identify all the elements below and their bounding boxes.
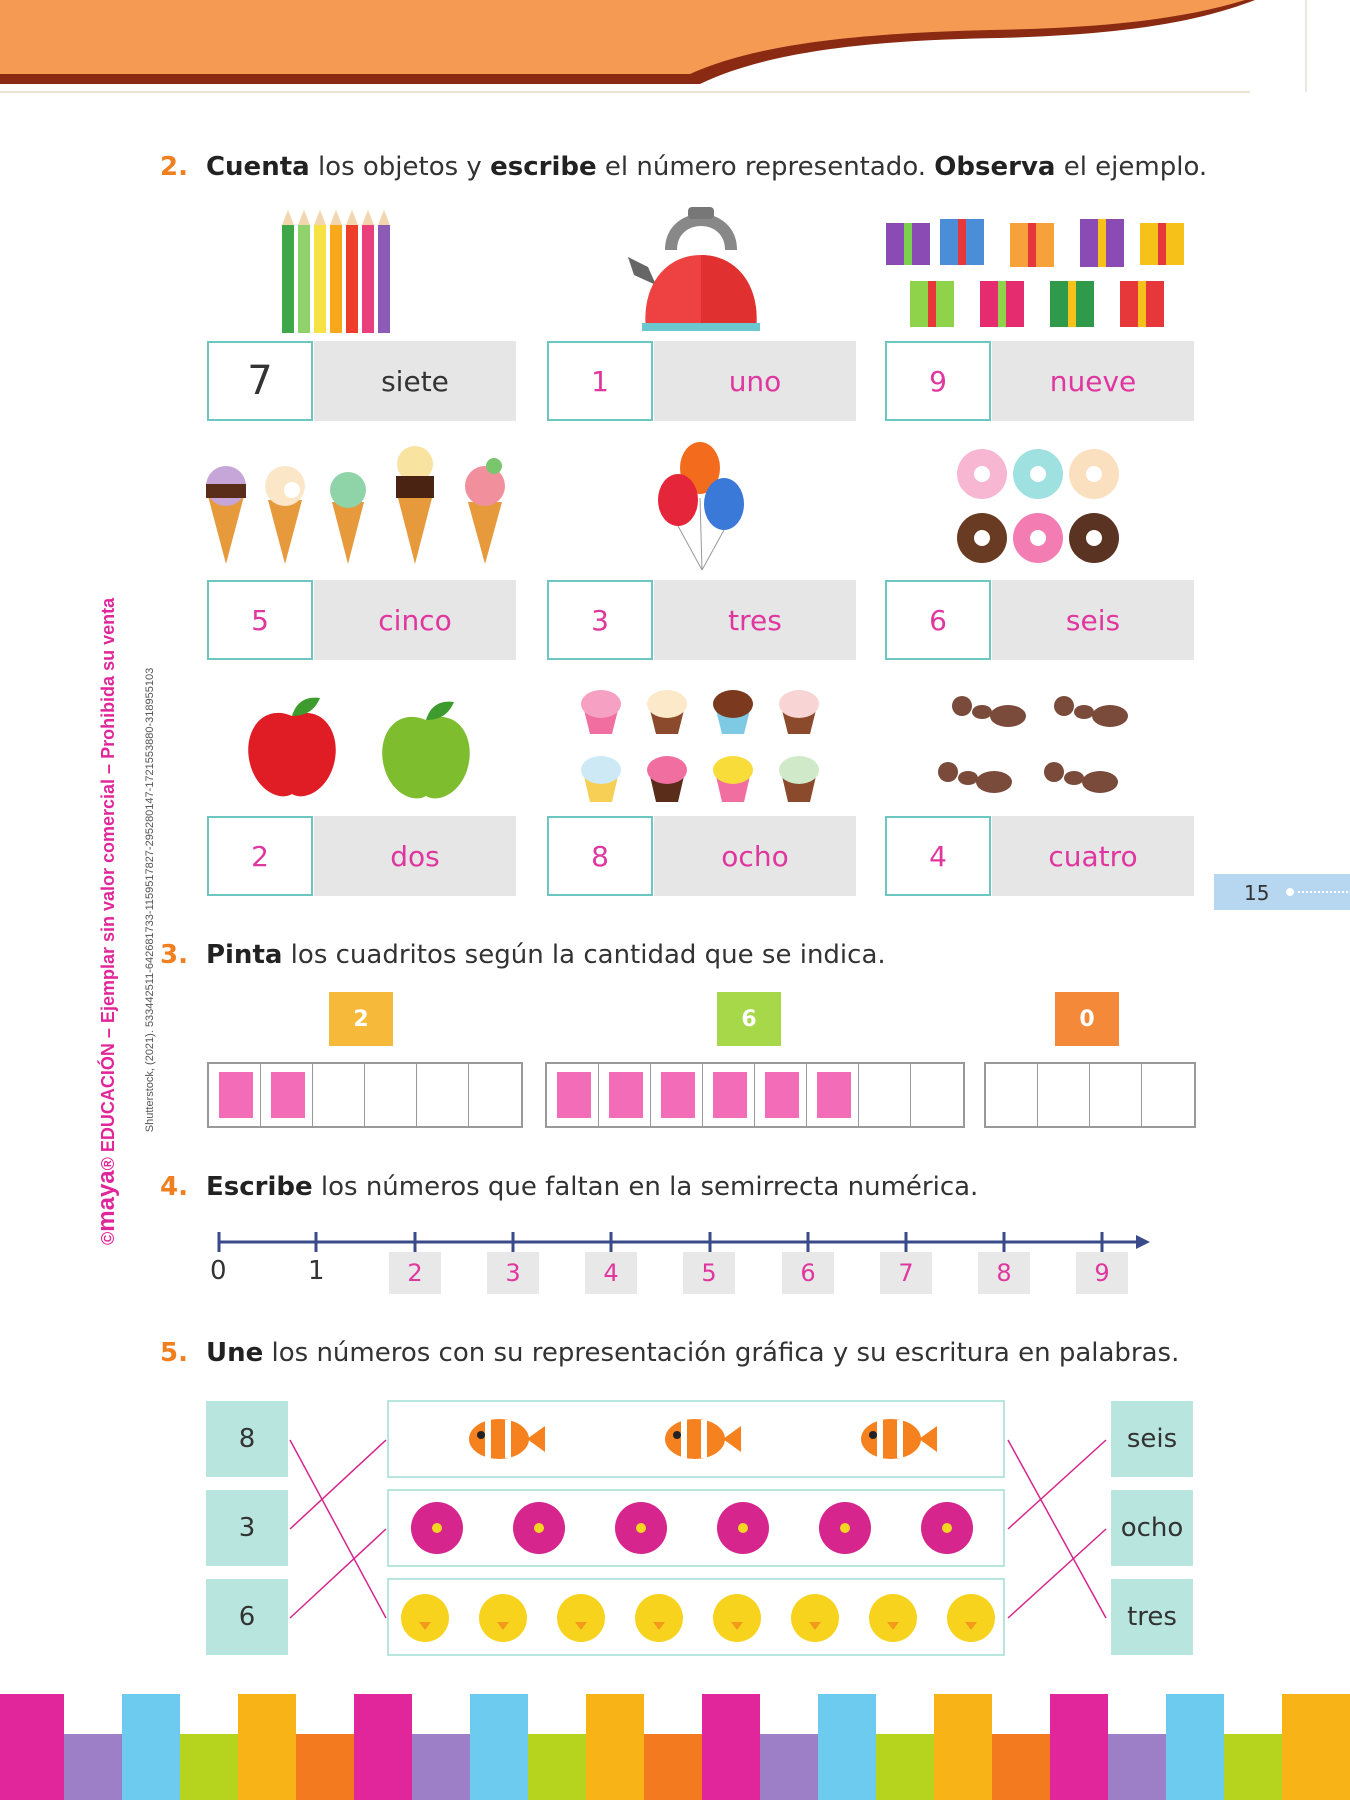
balloons-image xyxy=(652,440,752,572)
number-line-answer[interactable]: 6 xyxy=(782,1252,834,1294)
match-picture-clownfish[interactable] xyxy=(387,1400,1005,1478)
answer-word-box[interactable]: ocho xyxy=(654,816,856,896)
svg-text:Shutterstock, (2021). 53344251: Shutterstock, (2021). 533442511-642681733-1159517827-295280147-1721553880-318955103 xyxy=(144,667,156,1133)
paint-cells-group xyxy=(207,1062,523,1128)
kettle-image xyxy=(626,205,776,333)
exercise-3-title: 3. Pinta los cuadritos según la cantidad que se indica. xyxy=(160,940,886,970)
ants-image xyxy=(930,676,1150,808)
number-line-answer[interactable]: 9 xyxy=(1076,1252,1128,1294)
number-line-answer[interactable]: 5 xyxy=(683,1252,735,1294)
clownfish-icons xyxy=(389,1402,1003,1476)
match-picture-chicks[interactable] xyxy=(387,1578,1005,1656)
page-dots-line xyxy=(1298,891,1348,893)
exercise-5-title: 5. Une los números con su representación gráfica y su escritura en palabras. xyxy=(160,1338,1180,1368)
answer-word-box[interactable]: tres xyxy=(654,580,856,660)
number-line-answer[interactable]: 3 xyxy=(487,1252,539,1294)
header-wave xyxy=(0,0,1350,100)
gift-boxes-image xyxy=(884,205,1194,333)
page-number: 15 xyxy=(1244,881,1270,905)
paint-cell[interactable] xyxy=(469,1064,521,1126)
donuts-image xyxy=(952,448,1124,566)
match-lines-right xyxy=(1006,1400,1108,1656)
answer-number-box[interactable]: 2 xyxy=(207,816,313,896)
paint-cell[interactable] xyxy=(1142,1064,1194,1126)
paint-cell[interactable] xyxy=(651,1064,703,1126)
apples-image xyxy=(244,694,474,804)
image-credit xyxy=(2,555,156,1275)
answer-word-box[interactable]: siete xyxy=(314,341,516,421)
match-lines-left xyxy=(288,1400,388,1656)
paint-cell[interactable] xyxy=(209,1064,261,1126)
flower-icons xyxy=(389,1491,1003,1565)
answer-number-box[interactable]: 3 xyxy=(547,580,653,660)
ice-cream-cones-image xyxy=(204,446,516,566)
paint-cell[interactable] xyxy=(755,1064,807,1126)
answer-number-box[interactable]: 9 xyxy=(885,341,991,421)
paint-cells-group xyxy=(984,1062,1196,1128)
match-number[interactable]: 3 xyxy=(206,1490,288,1566)
paint-cell[interactable] xyxy=(703,1064,755,1126)
paint-cells-group xyxy=(545,1062,965,1128)
footer-stripes xyxy=(0,1690,1350,1800)
paint-cell[interactable] xyxy=(1090,1064,1142,1126)
number-line-answer[interactable]: 2 xyxy=(389,1252,441,1294)
answer-word-box[interactable]: cinco xyxy=(314,580,516,660)
answer-number-box[interactable]: 4 xyxy=(885,816,991,896)
answer-number-box[interactable]: 7 xyxy=(207,341,313,421)
page-dot xyxy=(1286,888,1294,896)
paint-cell[interactable] xyxy=(417,1064,469,1126)
number-line-label: 0 xyxy=(210,1256,227,1286)
colored-pencils-image xyxy=(274,205,414,333)
number-line-answer[interactable]: 8 xyxy=(978,1252,1030,1294)
paint-cell[interactable] xyxy=(911,1064,963,1126)
paint-cell[interactable] xyxy=(1038,1064,1090,1126)
paint-cell[interactable] xyxy=(313,1064,365,1126)
number-line-label: 1 xyxy=(308,1256,325,1286)
match-word[interactable]: seis xyxy=(1111,1401,1193,1477)
quantity-badge: 2 xyxy=(329,992,393,1046)
paint-cell[interactable] xyxy=(859,1064,911,1126)
match-number[interactable]: 8 xyxy=(206,1401,288,1477)
answer-word-box[interactable]: seis xyxy=(992,580,1194,660)
answer-word-box[interactable]: dos xyxy=(314,816,516,896)
number-line-answer[interactable]: 4 xyxy=(585,1252,637,1294)
answer-word-box[interactable]: cuatro xyxy=(992,816,1194,896)
answer-number-box[interactable]: 5 xyxy=(207,580,313,660)
answer-word-box[interactable]: uno xyxy=(654,341,856,421)
chick-icons xyxy=(389,1580,1003,1654)
exercise-2-title: 2. Cuenta los objetos y escribe el número representado. Observa el ejemplo. xyxy=(160,152,1208,182)
paint-cell[interactable] xyxy=(547,1064,599,1126)
paint-cell[interactable] xyxy=(986,1064,1038,1126)
cupcakes-image xyxy=(578,678,824,808)
match-word[interactable]: ocho xyxy=(1111,1490,1193,1566)
number-line-answer[interactable]: 7 xyxy=(880,1252,932,1294)
exercise-4-title: 4. Escribe los números que faltan en la semirrecta numérica. xyxy=(160,1172,979,1202)
answer-word-box[interactable]: nueve xyxy=(992,341,1194,421)
match-picture-flowers[interactable] xyxy=(387,1489,1005,1567)
paint-cell[interactable] xyxy=(365,1064,417,1126)
quantity-badge: 0 xyxy=(1055,992,1119,1046)
match-number[interactable]: 6 xyxy=(206,1579,288,1655)
page-number-tab xyxy=(1214,874,1350,910)
answer-number-box[interactable]: 8 xyxy=(547,816,653,896)
paint-cell[interactable] xyxy=(261,1064,313,1126)
paint-cell[interactable] xyxy=(599,1064,651,1126)
paint-cell[interactable] xyxy=(807,1064,859,1126)
quantity-badge: 6 xyxy=(717,992,781,1046)
svg-text:©maya® EDUCACIÓN – Ejemplar si: ©maya® EDUCACIÓN – Ejemplar sin valor comercial – Prohibida su venta xyxy=(93,597,120,1245)
answer-number-box[interactable]: 6 xyxy=(885,580,991,660)
match-word[interactable]: tres xyxy=(1111,1579,1193,1655)
answer-number-box[interactable]: 1 xyxy=(547,341,653,421)
